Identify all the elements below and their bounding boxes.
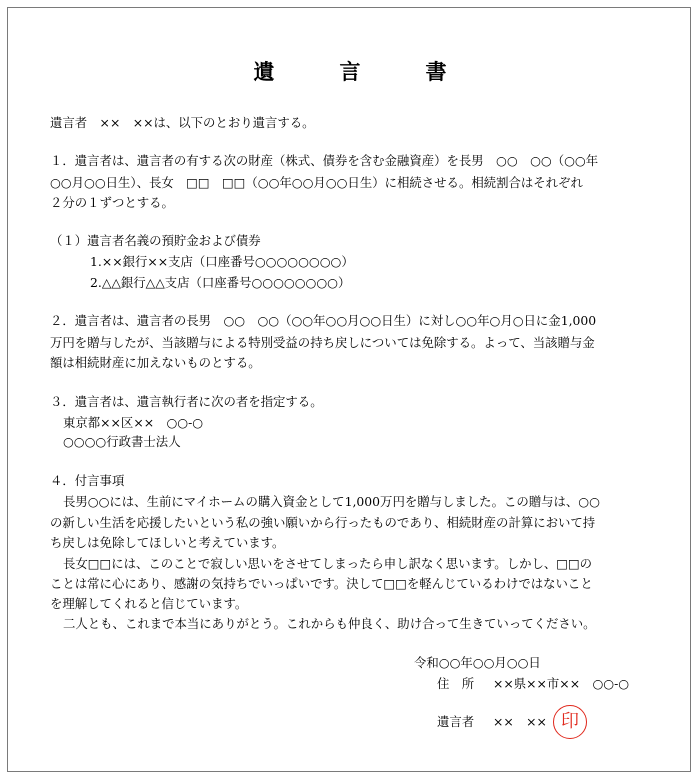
section4-line: ことは常に心にあり、感謝の気持ちでいっぱいです。決して□□を軽んじているわけではないこと bbox=[50, 576, 593, 591]
account-item: 1.××銀行××支店（口座番号○○○○○○○○） bbox=[90, 254, 354, 269]
section4-line: ち戻しは免除してほしいと考えています。 bbox=[50, 535, 285, 550]
executor-address: 東京都××区×× ○○-○ bbox=[63, 415, 204, 430]
document-title: 遺 言 書 bbox=[253, 59, 469, 84]
signature-date: 令和○○年○○月○○日 bbox=[414, 655, 541, 670]
section4-heading: ４．付言事項 bbox=[50, 473, 125, 488]
section3-heading: ３．遺言者は、遺言執行者に次の者を指定する。 bbox=[50, 394, 323, 409]
address-label: 住 所 bbox=[437, 676, 475, 691]
testator-label: 遺言者 bbox=[437, 714, 475, 729]
intro-line: 遺言者 ×× ××は、以下のとおり遺言する。 bbox=[50, 115, 315, 130]
section4-line: の新しい生活を応援したいという私の強い願いから行ったものであり、相続財産の計算において持 bbox=[50, 515, 596, 530]
section4-line: を理解してくれると信じています。 bbox=[50, 596, 248, 611]
section4-line: 長男○○には、生前にマイホームの購入資金として1,000万円を贈与しました。この贈与は、○○ bbox=[63, 494, 600, 509]
section1-subheading: （１）遺言者名義の預貯金および債券 bbox=[50, 233, 261, 248]
section4-line: 二人とも、これまで本当にありがとう。これからも仲良く、助け合って生きていってください。 bbox=[63, 616, 596, 631]
testator-address: ××県××市×× ○○-○ bbox=[493, 676, 630, 691]
executor-name: ○○○○行政書士法人 bbox=[63, 434, 181, 449]
section2-line: 万円を贈与したが、当該贈与による特別受益の持ち戻しについては免除する。よって、当該贈与金 bbox=[50, 335, 595, 350]
account-item: 2.△△銀行△△支店（口座番号○○○○○○○○） bbox=[90, 275, 351, 290]
section4-line: 長女□□には、このことで寂しい思いをさせてしまったら申し訳なく思います。しかし、□□の bbox=[63, 556, 593, 571]
section2-line: 額は相続財産に加えないものとする。 bbox=[50, 355, 261, 370]
section2-line: ２．遺言者は、遺言者の長男 ○○ ○○（○○年○○月○○日生）に対し○○年○月○日に金1,000 bbox=[50, 313, 597, 328]
testator-name: ×× ×× bbox=[493, 714, 547, 729]
section1-line: ○○月○○日生）、長女 □□ □□（○○年○○月○○日生）に相続させる。相続割合はそれぞれ bbox=[50, 175, 583, 190]
section1-line: ２分の１ずつとする。 bbox=[50, 195, 174, 210]
seal-stamp: 印 bbox=[553, 705, 587, 739]
section1-line: １．遺言者は、遺言者の有する次の財産（株式、債券を含む金融資産）を長男 ○○ ○○（○○年 bbox=[50, 153, 599, 168]
